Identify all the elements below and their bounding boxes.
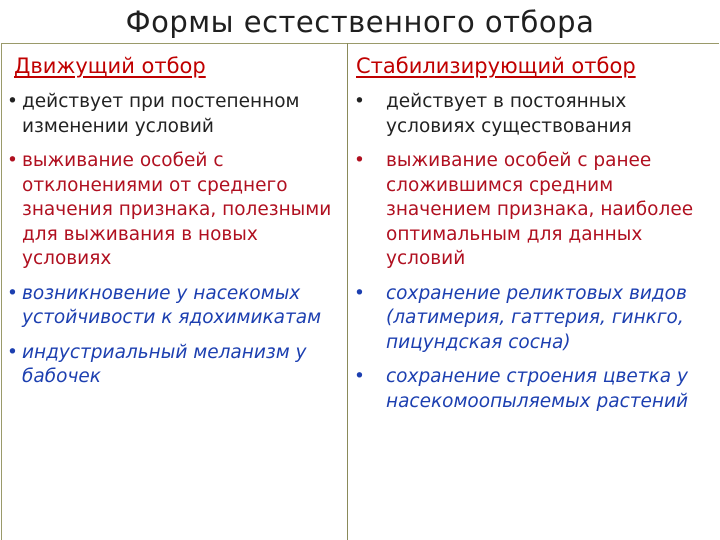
list-item-text: выживание особей с отклонениями от среднего значения признака, полезными для выживания в новых условиях [22,150,332,269]
left-column-heading: Движущий отбор [14,54,206,78]
slide-title: Формы естественного отбора [125,5,595,39]
list-item [6,149,344,272]
list-item-text: действует в постоянных условиях существования [386,91,632,137]
bullet-icon: • [354,366,365,387]
list-item-text: сохранение строения цветка у насекомоопыляемых растений [386,366,689,412]
list-item-text: действует при постепенном изменении условий [22,91,300,137]
right-column-list [352,90,714,424]
bullet-icon: • [354,282,365,304]
list-item-text: сохранение реликтовых видов (латимерия, гаттерия, гинкго, пицундская сосна) [386,282,687,353]
right-column-heading: Стабилизирующий отбор [356,54,636,78]
list-item [352,90,714,139]
list-item [352,149,714,272]
list-item [352,282,714,356]
list-item [6,90,344,139]
bullet-icon: • [354,150,365,171]
list-item-text: возникновение у насекомых устойчивости к ядохимикатам [22,282,322,328]
list-item [6,282,344,331]
bullet-icon: • [7,91,18,112]
list-item-text: индустриальный меланизм у бабочек [22,341,307,387]
bullet-icon: • [7,150,18,171]
list-item [6,341,344,390]
left-column-list [6,90,344,400]
bullet-icon: • [354,91,365,112]
column-divider [347,43,348,540]
list-item [352,365,714,414]
list-item-text: выживание особей с ранее сложившимся средним значением признака, наиболее оптимальным для данных условий [386,150,694,269]
bullet-icon: • [7,282,18,304]
bullet-icon: • [7,341,18,363]
